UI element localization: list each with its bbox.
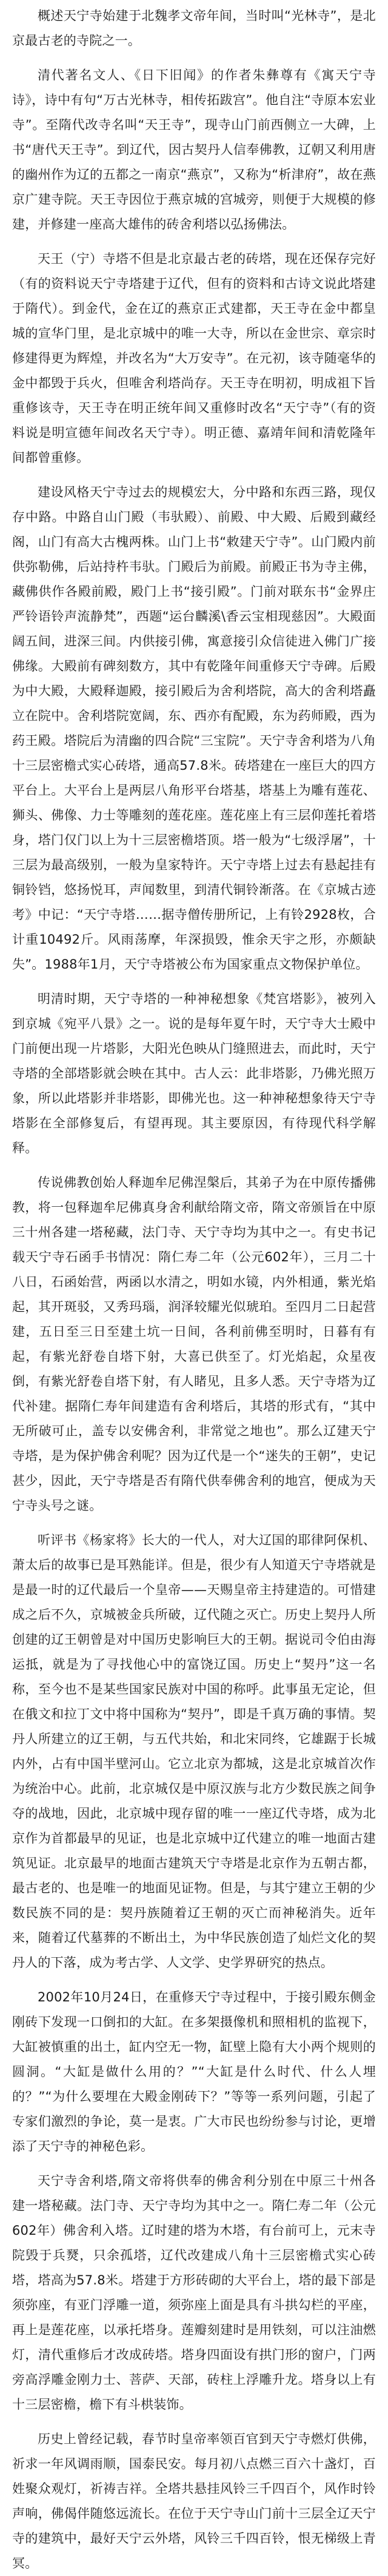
paragraph-history: 清代著名文人、《日下旧闻》的作者朱彝尊有《寓天宁寺诗》，诗中有句“万古光林寺，相传拓跋宫”。他自注“寺原本宏业寺”。至隋代改寺名叫“天王寺”，现寺山门前西侧立一大碑，上书“唐代天王寺”。到辽代，因古契丹人信奉佛教，辽朝又利用唐的幽州作为辽的五都之一南京“燕京”，又称为“析津府”，故在燕京广建寺院。天王寺因位于燕京城的宫城旁，则便于大规模的修建，并修建一座高大雄伟的砖舍利塔以弘扬佛法。: [12, 68, 376, 232]
paragraph-architecture: 建设风格天宁寺过去的规模宏大，分中路和东西三路，现仅存中路。中路自山门殿（韦驮殿）、前殿、中大殿、后殿到藏经阁，山门有高大古槐两株。山门上书“敕建天宁寺”。山门殿内前供弥勒佛，后站持杵韦驮。门殿后为前殿。前殿正书为寺主佛，藏佛供作各殿前殿，殿门上书“接引殿”。门前对联东书“金界庄严铃语铃声流静梵”，西题“运台麟溪\香云宝相现慈因”。大殿面阔五间，进深三间。内供接引佛，寓意接引众信徒进入佛门广接佛缘。大殿前有碑刻数方，其中有乾隆年间重修天宁寺碑。后殿为中大殿，大殿释迦殿，接引殿后为舍利塔院，高大的舍利塔矗立在院中。舍利塔院宽阔，东、西亦有配殿，东为药师殿，西为药王殿。塔院后为清幽的四合院“三宝院”。天宁寺舍利塔为八角十三层密檐式实心砖塔，通高57.8米。砖塔建在一座巨大的四方平台上。大平台上是两层八角形平台塔基，塔基上为雕有莲花、狮头、佛像、力士等雕刻的莲花座。莲花座上有三层仰莲托着塔身，塔门仅门以上为十三层密檐塔顶。塔一般为“七级浮屠”，十三层为最高级别，一般为皇家特许。天宁寺塔上过去有悬起挂有铜铃铛，悠扬悦耳，声闻数里，到清代铜铃渐落。在《京城古迹考》中记：“天宁寺塔……据寺僧传册所记，上有铃2928枚，合计重10492斤。风雨荡摩，年深损毁，惟余天宇之形，亦颇缺失”。1988年1月，天宁寺塔被公布为国家重点文物保护单位。: [12, 485, 376, 972]
paragraph-relic-pagoda: 天宁寺舍利塔,隋文帝将供奉的佛舍利分别在中原三十州各建一塔秘藏。法门寺、天宁寺均为其中之一。隋仁寿二年（公元602年）佛舍利入塔。辽时建的塔为木塔，有台前可上，元末寺院毁于兵燹，只余孤塔，辽代改建成八角十三层密檐式实心砖塔，塔高为57.8米。塔建于方形砖砌的大平台上，塔的最下部是须弥座，有亚门浮雕一道，须弥座上面是具有斗拱勾栏的平座，再上是莲花座，以承托塔身。莲瓣刻建时是用铁刻，可以注油燃灯，清代重修后才改成砖塔。塔身四面设有拱门形的窗户，门两旁高浮雕金刚力士、菩萨、天部，砖柱上浮雕升龙。塔身以上有十三层密檐，檐下有斗栱装饰。: [12, 2174, 376, 2412]
paragraph-pagoda-shadow: 明清时期，天宁寺塔的一种神秘想象《梵宫塔影》，被列入到京城《宛平八景》之一。说的是每年夏午时，天宁寺大士殿中门前便出现一片塔影，大阳光色映从门缝照进去，而此时，天宁寺塔的全部塔影就会映在其中。古人云：此非塔影，乃佛光照万象，所以此塔影并非塔影，即佛光也。这一种神秘想象待天宁寺塔影在全部修复后，有望再现。其主要原因，有待现代科学解释。: [12, 992, 376, 1155]
paragraph-liao-dynasty: 听评书《杨家将》长大的一代人，对大辽国的耶律阿保机、萧太后的故事已是耳熟能详。但是，很少有人知道天宁寺塔就是是最一时的辽代最后一个皇帝——天赐皇帝主持建造的。可惜建成之后不久，京城被金兵所破，辽代随之灭亡。历史上契丹人所创建的辽王朝曾是对中国历史影响巨大的王朝。据说司令伯由海运抵，就是为了寻找他心中的富饶辽国。历史上“契丹”这一名称，至今也不是某些国家民族对中国的称呼。此事虽无定论，但在俄文和拉丁文中将中国称为“契丹”，即是千真万确的事情。契丹人所建立的辽王朝，与五代共始，和北宋同终，它雄踞于长城内外，占有中国半壁河山。它立北京为都城，这是北京城首次作为统治中心。此前，北京城仅是中原汉族与北方少数民族之间争夺的战地，因此，北京城中现存留的唯一一座辽代寺塔，成为北京作为首都最早的见证，也是北京城中辽代建立的唯一地面古建筑见证。北京最早的地面古建筑天宁寺塔是北京作为五朝古都，最古老的、也是唯一的地面见证物。但是，与其宁建立王朝的少数民族不同的是：契丹族随着辽王朝的灭亡而神秘消失。近年来，随着辽代墓葬的不断出土，为中华民族创造了灿烂文化的契丹人的下落，成为考古学、人文学、史学界研究的热点。: [12, 1533, 376, 1970]
paragraph-jar-discovery: 2002年10月24日，在重修天宁寺过程中，于接引殿东侧金刚砖下发现一口倒扣的大缸。在多架摄像机和照相机的监视下，大缸被慎重的出土，缸内空无一物，缸壁上隐有大小两个规则的圆洞。“大缸是做什么用的？”“大缸是什么时代、什么人埋的？”“为什么要埋在大殿金刚砖下？”等等一系列问题，引起了专家们激烈的争论，莫一是衷。广大市民也纷纷参与讨论，更增添了天宁寺的神秘色彩。: [12, 1990, 376, 2154]
paragraph-festival-lights: 历史上曾经记载，春节时皇帝率领百官到天宁寺燃灯供佛，祈求一年风调雨顺，国泰民安。每月初八点燃三百六十盏灯，百姓聚众观灯，祈祷吉祥。全塔共悬挂风铃三千四百个，风作时铃声响，佛偈伴随悠远流长。在位于天宁寺山门前十三层全辽天宁寺的建筑中，最好天宁云外塔，风铃三千四百铃，恨无梯级上青冥。: [12, 2432, 376, 2571]
paragraph-overview: 概述天宁寺始建于北魏孝文帝年间，当时叫“光林寺”，是北京最古老的寺院之一。: [12, 8, 376, 48]
paragraph-pagoda-dynasties: 天王（宁）寺塔不但是北京最古老的砖塔，现在还保存完好（有的资料说天宁寺塔建于辽代，但有的资料和古诗文说此塔建于隋代）。到金代，金在辽的燕京正式建都，天王寺在金中都皇城的宣华门里，是北京城中的唯一大寺，所以在金世宗、章宗时修建得更为辉煌，并改名为“大万安寺”。在元初，该寺随毫华的金中都毁于兵火，但唯舍利塔尚存。天王寺在明初，明成祖下旨重修该寺，天王寺在明正统年间又重修时改名“天宁寺”（有的资料说是明宣德年间改名天宁寺）。明正德、嘉靖年间和清乾隆年间都曾重修。: [12, 252, 376, 465]
paragraph-buddha-relics: 传说佛教创始人释迦牟尼佛涅槃后，其弟子为在中原传播佛教，将一包释迦牟尼佛真身舍利献给隋文帝，隋文帝颁旨在中原三十州各建一塔秘藏，法门寺、天宁寺均为其中之一。有史书记载天宁寺石函手书情况：隋仁寿二年（公元602年），三月二十八日，石函始营，两函以水清之，明如水镜，内外相通，紫光焰起，其开斑驳，又秀玛瑙，润泽较耀光似琥珀。至四月二日起营建，五日至三日至建土坑一日间，各利前佛至明时，日暮有有起，有紫光舒卷自塔下射，大喜已供至了。灯光焰起，众星夜倒，有紫光舒卷自塔下射，有人睹见，且多人悉。天宁寺塔为辽代补建。据隋仁寿年间建造有舍利塔后，其塔的形式有，“其中无所破可止，盖专以安佛舍利，非常觉之地也”。那么辽建天宁寺塔，是为保护佛舍利呢？因为辽代是一个“迷失的王朝”，史记甚少，因此，天宁寺塔是否有隋代供奉佛舍利的地宫，便成为天宁寺头号之谜。: [12, 1175, 376, 1513]
